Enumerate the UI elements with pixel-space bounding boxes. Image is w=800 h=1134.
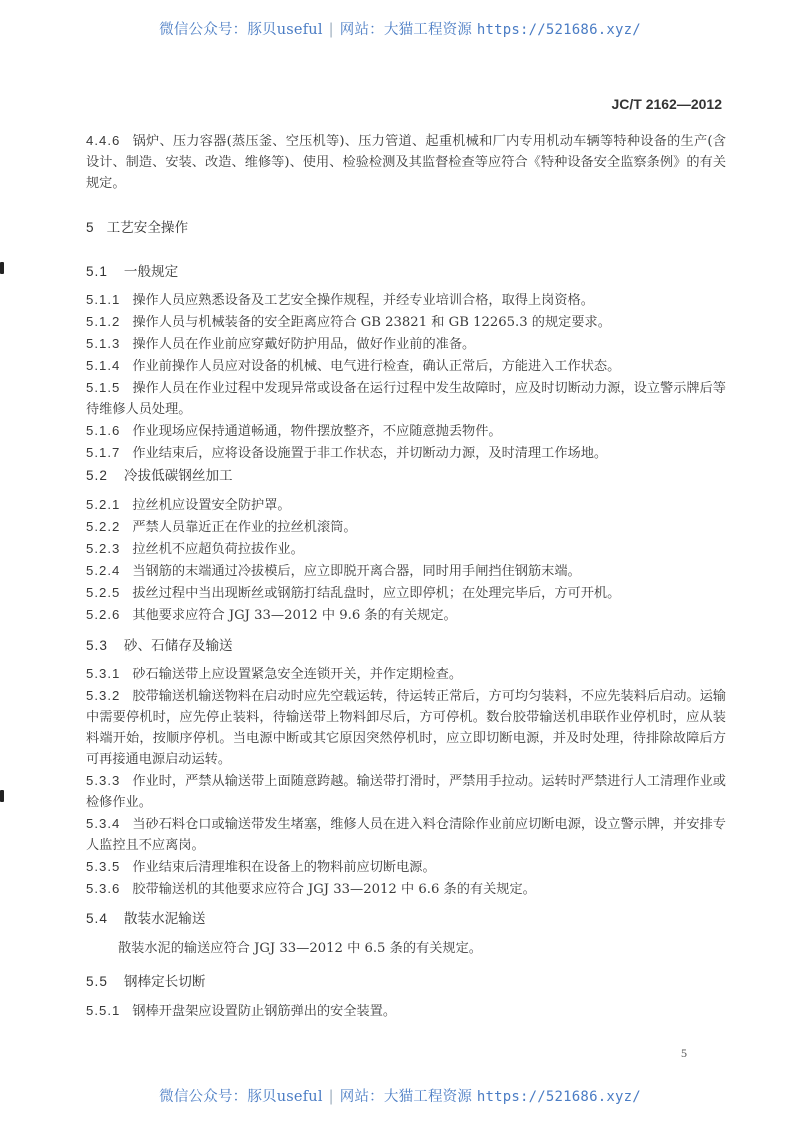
clause-text: 操作人员在作业过程中发现异常或设备在运行过程中发生故障时，应及时切断动力源，设立警示牌后等待维修人员处理。 (86, 381, 726, 417)
chapter-number: 5 (86, 220, 95, 235)
section-title: 钢棒定长切断 (123, 974, 206, 990)
section-title: 一般规定 (123, 264, 179, 280)
clause-5-1-6 (86, 420, 726, 442)
section-5-3-heading (86, 634, 726, 654)
clause-number: 5.1.6 (86, 423, 121, 438)
clause-text: 作业结束后清理堆积在设备上的物料前应切断电源。 (132, 860, 436, 875)
page-number: 5 (681, 1046, 687, 1060)
section-5-4-heading (86, 907, 726, 927)
clause-number: 5.3.2 (86, 688, 121, 703)
chapter-5-heading (86, 216, 726, 236)
clause-number: 5.3.6 (86, 881, 121, 896)
section-5-3-body (86, 663, 726, 900)
section-title: 冷拔低碳钢丝加工 (123, 468, 233, 484)
section-5-4-body (86, 938, 726, 959)
watermark-url: https://521686.xyz/ (476, 22, 641, 38)
clause-number: 5.3.5 (86, 859, 121, 874)
clause-number: 5.5.1 (86, 1003, 121, 1018)
clause-5-3-5 (86, 856, 726, 878)
watermark-url: https://521686.xyz/ (476, 1089, 641, 1105)
clause-5-5-1 (86, 1000, 726, 1022)
clause-text: 其他要求应符合 JGJ 33—2012 中 9.6 条的有关规定。 (132, 608, 457, 623)
clause-number: 5.3.4 (86, 816, 121, 831)
clause-text: 胶带输送机的其他要求应符合 JGJ 33—2012 中 6.6 条的有关规定。 (132, 882, 536, 897)
clause-5-3-6 (86, 878, 726, 900)
clause-number: 5.2.6 (86, 607, 121, 622)
clause-5-3-2 (86, 685, 726, 770)
standard-number: JC/T 2162—2012 (611, 96, 722, 112)
clause-text: 胶带输送机输送物料在启动时应先空载运转，待运转正常后，方可均匀装料，不应先装料后启动。运输中需要停机时，应先停止装料，待输送带上物料卸尽后，方可停机。数台胶带输送机串联作业停机时，应从装料端开始，按顺序停机。当电源中断或其它原因突然停机时，应立即切断电源，并及时处理，待排除故障后方可再接通电源启动运转。 (86, 689, 726, 767)
watermark-top (0, 18, 800, 39)
watermark-wechat: 微信公众号：豚贝useful (159, 1089, 323, 1105)
clause-number: 5.2.2 (86, 519, 121, 534)
clause-number: 5.1.5 (86, 380, 121, 395)
section-5-1-body (86, 289, 726, 464)
clause-number: 5.1.3 (86, 336, 121, 351)
clause-5-2-4 (86, 560, 726, 582)
clause-5-1-7 (86, 442, 726, 464)
clause-text: 作业结束后，应将设备设施置于非工作状态，并切断动力源，及时清理工作场地。 (132, 446, 608, 461)
clause-number: 4.4.6 (86, 133, 121, 148)
clause-number: 5.2.5 (86, 585, 121, 600)
clause-text: 拉丝机应设置安全防护罩。 (132, 498, 291, 513)
section-5-2-body (86, 494, 726, 626)
clause-number: 5.1.7 (86, 445, 121, 460)
section-5-5-heading (86, 970, 726, 990)
clause-text: 严禁人员靠近正在作业的拉丝机滚筒。 (132, 520, 357, 535)
clause-5-1-2 (86, 311, 726, 333)
clause-5-2-1 (86, 494, 726, 516)
clause-text: 砂石输送带上应设置紧急安全连锁开关，并作定期检查。 (132, 667, 463, 682)
clause-number: 5.2.3 (86, 541, 121, 556)
clause-number: 5.3.1 (86, 666, 121, 681)
watermark-bottom (0, 1085, 800, 1106)
chapter-title: 工艺安全操作 (106, 220, 189, 236)
watermark-wechat: 微信公众号：豚贝useful (159, 22, 323, 38)
section-number: 5.1 (86, 264, 108, 279)
clause-text: 操作人员在作业前应穿戴好防护用品，做好作业前的准备。 (132, 337, 476, 352)
clause-5-1-1 (86, 289, 726, 311)
clause-4-4-6 (86, 130, 726, 194)
section-5-4-text: 散装水泥的输送应符合 JGJ 33—2012 中 6.5 条的有关规定。 (118, 941, 482, 956)
section-5-2-heading (86, 464, 726, 484)
clause-text: 作业前操作人员应对设备的机械、电气进行检查，确认正常后，方能进入工作状态。 (132, 359, 621, 374)
clause-5-2-5 (86, 582, 726, 604)
clause-number: 5.2.1 (86, 497, 121, 512)
clause-text: 操作人员应熟悉设备及工艺安全操作规程，并经专业培训合格，取得上岗资格。 (132, 293, 594, 308)
section-5-1-heading (86, 260, 726, 280)
watermark-separator: | (328, 1089, 334, 1105)
section-title: 散装水泥输送 (123, 911, 206, 927)
clause-text: 作业时，严禁从输送带上面随意跨越。输送带打滑时，严禁用手拉动。运转时严禁进行人工清理作业或检修作业。 (86, 774, 726, 810)
clause-number: 5.1.1 (86, 292, 121, 307)
section-number: 5.2 (86, 468, 108, 483)
clause-5-3-1 (86, 663, 726, 685)
clause-5-1-3 (86, 333, 726, 355)
clause-text: 锅炉、压力容器(蒸压釜、空压机等)、压力管道、起重机械和厂内专用机动车辆等特种设备的生产(含设计、制造、安装、改造、维修等)、使用、检验检测及其监督检查等应符合《特种设备安全监察条例》的有关规定。 (86, 134, 726, 191)
clause-text: 当钢筋的末端通过冷拔模后，应立即脱开离合器，同时用手闸挡住钢筋末端。 (132, 564, 581, 579)
clause-number: 5.2.4 (86, 563, 121, 578)
watermark-separator: | (328, 22, 334, 38)
section-number: 5.3 (86, 638, 108, 653)
clause-5-1-5 (86, 377, 726, 420)
clause-5-3-3 (86, 770, 726, 813)
section-number: 5.5 (86, 974, 108, 989)
section-title: 砂、石储存及输送 (123, 638, 233, 654)
clause-text: 操作人员与机械装备的安全距离应符合 GB 23821 和 GB 12265.3 的规定要求。 (132, 315, 611, 330)
clause-text: 作业现场应保持通道畅通，物件摆放整齐，不应随意抛丢物件。 (132, 424, 502, 439)
clause-number: 5.1.4 (86, 358, 121, 373)
scan-edge-mark (0, 790, 4, 802)
clause-text: 钢棒开盘架应设置防止钢筋弹出的安全装置。 (132, 1004, 397, 1019)
watermark-site-label: 网站：大猫工程资源 (339, 1089, 473, 1105)
clause-5-2-6 (86, 604, 726, 626)
clause-5-2-2 (86, 516, 726, 538)
clause-5-3-4 (86, 813, 726, 856)
clause-number: 5.3.3 (86, 773, 121, 788)
clause-text: 拉丝机不应超负荷拉拔作业。 (132, 542, 304, 557)
section-number: 5.4 (86, 911, 108, 926)
clause-5-1-4 (86, 355, 726, 377)
clause-text: 拔丝过程中当出现断丝或钢筋打结乱盘时，应立即停机；在处理完毕后，方可开机。 (132, 586, 621, 601)
watermark-site-label: 网站：大猫工程资源 (339, 22, 473, 38)
section-5-5-body (86, 1000, 726, 1022)
clause-text: 当砂石料仓口或输送带发生堵塞，维修人员在进入料仓清除作业前应切断电源，设立警示牌，并安排专人监控且不应离岗。 (86, 817, 726, 853)
clause-number: 5.1.2 (86, 314, 121, 329)
clause-5-2-3 (86, 538, 726, 560)
scan-edge-mark (0, 262, 4, 274)
